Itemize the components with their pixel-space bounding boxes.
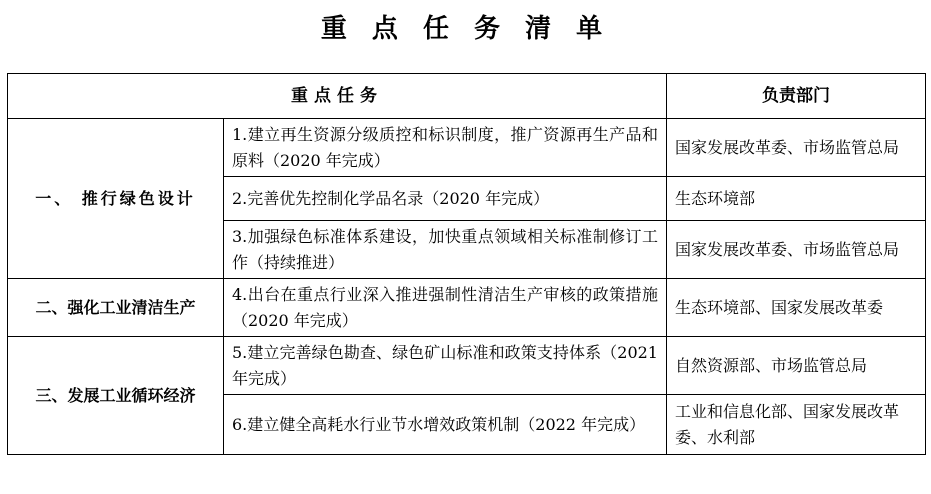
header-department: 负责部门 — [667, 74, 926, 119]
task-cell: 5.建立完善绿色勘查、绿色矿山标准和政策支持体系（2021 年完成） — [224, 337, 667, 395]
table-row — [8, 337, 926, 395]
header-task: 重点任务 — [8, 74, 667, 119]
task-cell: 1.建立再生资源分级质控和标识制度，推广资源再生产品和原料（2020 年完成） — [224, 119, 667, 177]
document-title: 重 点 任 务 清 单 — [320, 14, 611, 44]
category-cell: 二、强化工业清洁生产 — [8, 279, 224, 337]
table-row — [8, 279, 926, 337]
task-cell: 2.完善优先控制化学品名录（2020 年完成） — [224, 177, 667, 221]
table-header-row — [8, 74, 926, 119]
department-cell: 自然资源部、市场监管总局 — [667, 337, 926, 395]
task-cell: 3.加强绿色标准体系建设，加快重点领域相关标准制修订工作（持续推进） — [224, 221, 667, 279]
task-table — [7, 73, 926, 455]
category-cell: 三、发展工业循环经济 — [8, 337, 224, 455]
department-cell: 国家发展改革委、市场监管总局 — [667, 221, 926, 279]
task-cell: 4.出台在重点行业深入推进强制性清洁生产审核的政策措施（2020 年完成） — [224, 279, 667, 337]
task-cell: 6.建立健全高耗水行业节水增效政策机制（2022 年完成） — [224, 395, 667, 455]
department-cell: 生态环境部 — [667, 177, 926, 221]
department-cell: 工业和信息化部、国家发展改革委、水利部 — [667, 395, 926, 455]
department-cell: 国家发展改革委、市场监管总局 — [667, 119, 926, 177]
category-cell: 一、 推行绿色设计 — [8, 119, 224, 279]
department-cell: 生态环境部、国家发展改革委 — [667, 279, 926, 337]
table-row — [8, 119, 926, 177]
